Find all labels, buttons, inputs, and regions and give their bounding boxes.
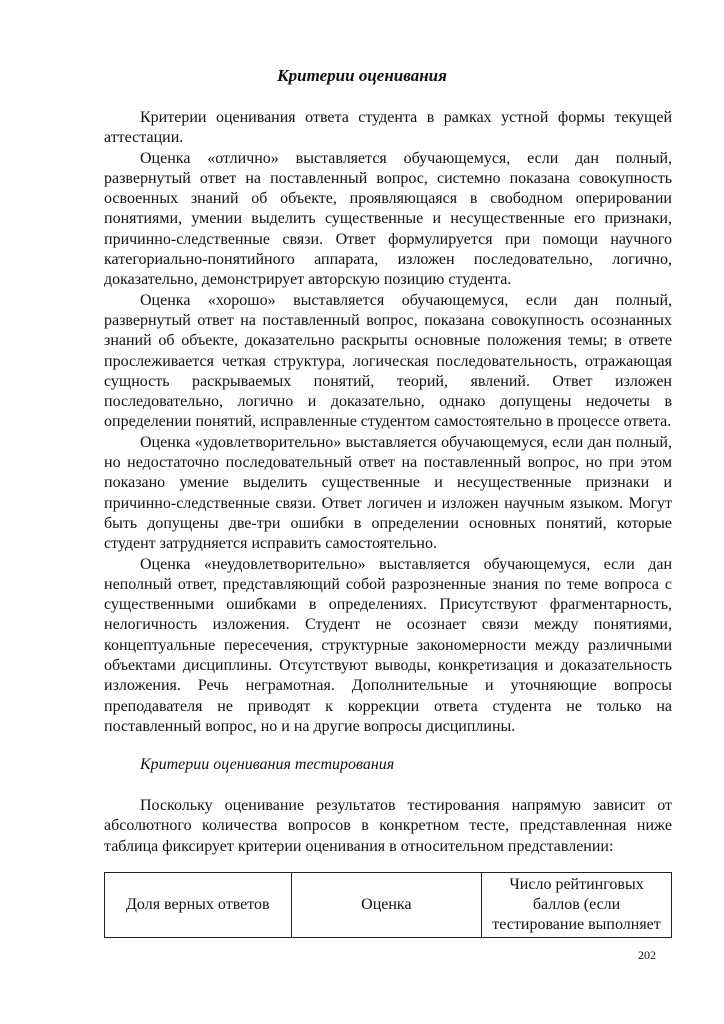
- criteria-table: [104, 872, 672, 938]
- paragraph-testing: Поскольку оценивание результатов тестирования напрямую зависит от абсолютного количества вопросов в конкретном тесте, представленная ниже таблица фиксирует критерии оценивания в относительном представлении:: [104, 797, 672, 855]
- table-header-grade: Оценка: [291, 873, 481, 938]
- table-header-points: Число рейтинговых баллов (если тестирование выполняет: [482, 873, 672, 938]
- paragraph-excellent: Оценка «отлично» выставляется обучающемуся, если дан полный, развернутый ответ на поставленный вопрос, системно показана совокупность освоенных знаний об объекте, проявляющаяся в свободном оперировании понятиями, умении выделить существенные и несущественные его признаки, причинно-следственные связи. Ответ формулируется при помощи научного категориально-понятийного аппарата, изложен последовательно, логично, доказательно, демонстрирует авторскую позицию студента.: [104, 149, 672, 289]
- paragraph-unsatisfactory: Оценка «неудовлетворительно» выставляется обучающемуся, если дан неполный ответ, представляющий собой разрозненные знания по теме вопроса с существенными ошибками в определениях. Присутствуют фрагментарность, нелогичность изложения. Студент не осознает связи между понятиями, концептуальные пересечения, структурные закономерности между различными объектами дисциплины. Отсутствуют выводы, конкретизация и доказательность изложения. Речь неграмотная. Дополнительные и уточняющие вопросы преподавателя не приводят к коррекции ответа студента не только на поставленный вопрос, но и на другие вопросы дисциплины.: [104, 555, 672, 735]
- page-number: 202: [638, 948, 656, 962]
- section-subtitle: Критерии оценивания тестирования: [140, 756, 395, 773]
- paragraph-intro: Критерии оценивания ответа студента в рамках устной формы текущей аттестации.: [104, 109, 672, 147]
- table-header-share: Доля верных ответов: [105, 873, 292, 938]
- paragraph-satisfactory: Оценка «удовлетворительно» выставляется обучающемуся, если дан полный, но недостаточно последовательный ответ на поставленный вопрос, но при этом показано умение выделить существенные и несущественные признаки и причинно-следственные связи. Ответ логичен и изложен научным языком. Могут быть допущены две-три ошибки в определении основных понятий, которые студент затрудняется исправить самостоятельно.: [104, 433, 672, 553]
- table-header-row: [105, 873, 672, 938]
- page-title: Критерии оценивания: [277, 66, 447, 85]
- paragraph-good: Оценка «хорошо» выставляется обучающемуся, если дан полный, развернутый ответ на поставленный вопрос, показана совокупность осознанных знаний об объекте, доказательно раскрыты основные положения темы; в ответе прослеживается четкая структура, логическая последовательность, отражающая сущность раскрываемых понятий, теорий, явлений. Ответ изложен последовательно, логично и доказательно, однако допущены недочеты в определении понятий, исправленные студентом самостоятельно в процессе ответа.: [104, 291, 672, 431]
- criteria-body: [104, 108, 672, 737]
